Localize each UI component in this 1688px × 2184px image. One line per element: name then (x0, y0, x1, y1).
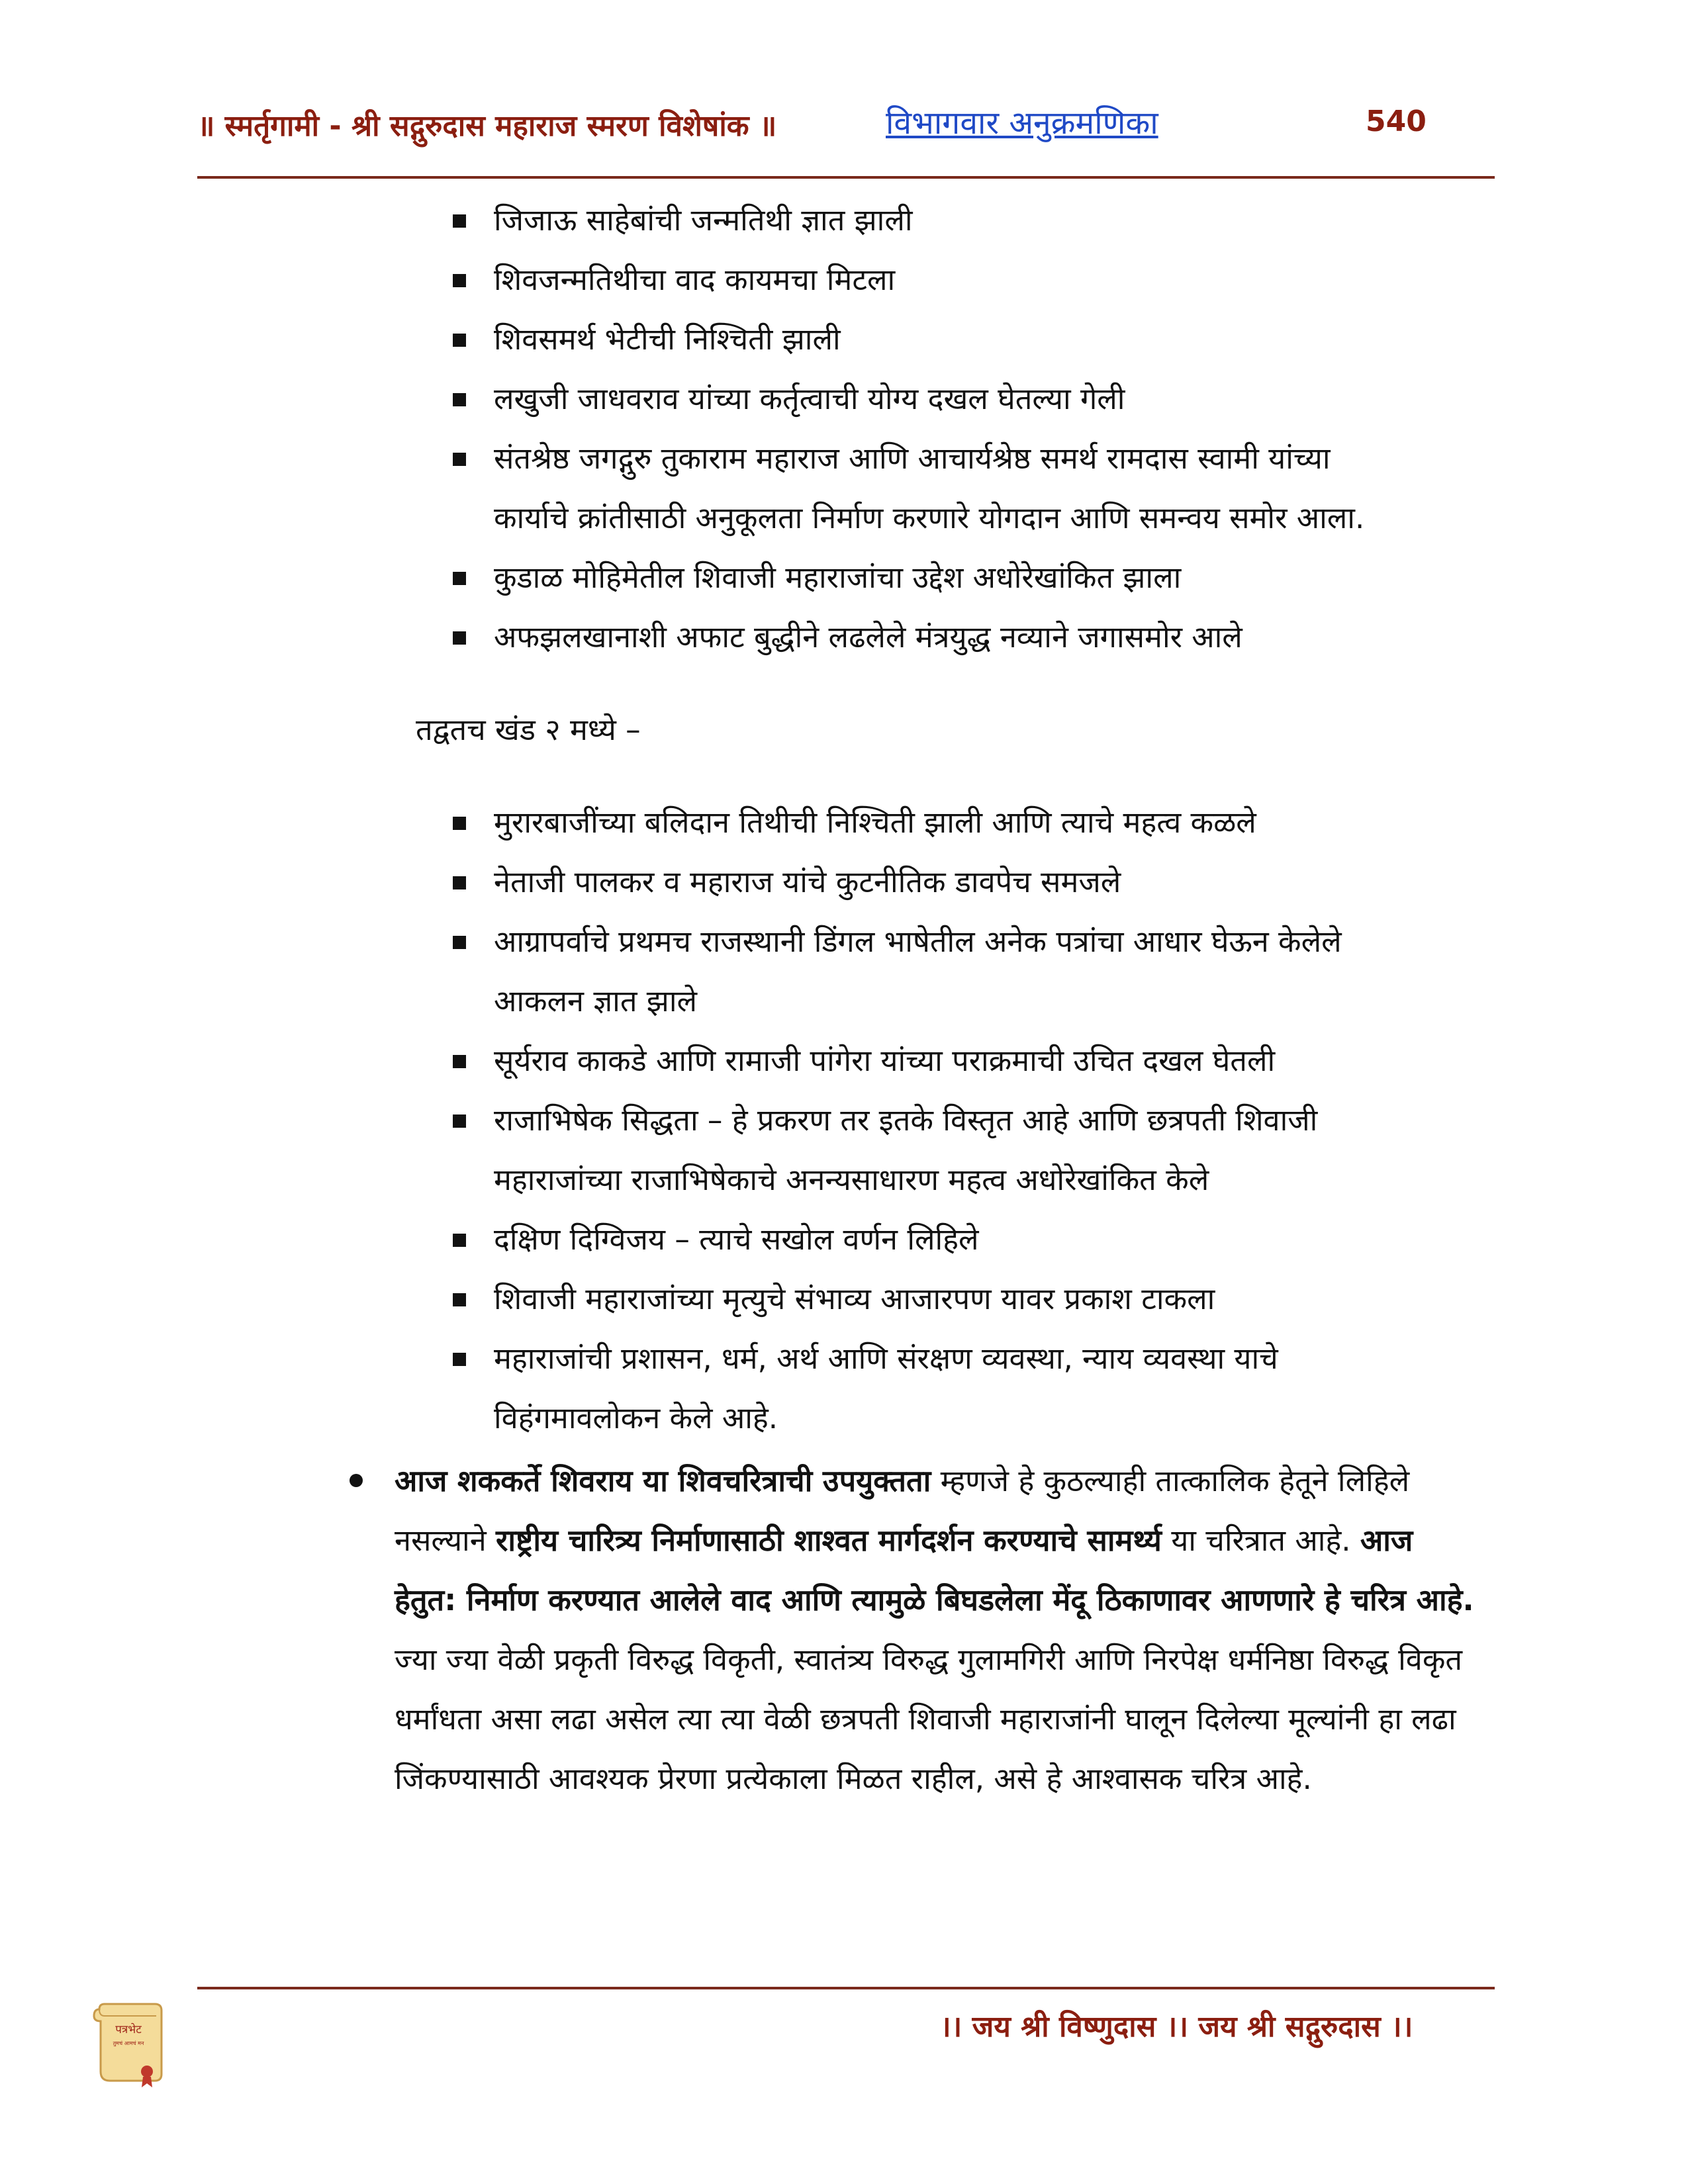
list-item-line: शिवजन्मतिथीचा वाद कायमचा मिटला (494, 262, 896, 297)
square-bullet (453, 572, 466, 585)
list-item (453, 1210, 1485, 1269)
list-item-line: विहंगमावलोकन केले आहे. (494, 1400, 778, 1435)
list-item (453, 1329, 1485, 1448)
list-item (453, 191, 1485, 250)
square-bullet (453, 1293, 466, 1306)
list-item (453, 369, 1485, 429)
list-item (453, 852, 1485, 912)
list-item-line: मुरारबाजींच्या बलिदान तिथीची निश्चिती झाली आणि त्याचे महत्व कळले (494, 805, 1256, 840)
list-item (453, 1031, 1485, 1091)
patrabhet-scroll-logo (90, 1997, 164, 2090)
square-bullet (453, 876, 466, 889)
achievements-list-2 (453, 793, 1485, 1448)
list-item (453, 1091, 1485, 1210)
page-header (197, 99, 1455, 152)
list-item-line: कुडाळ मोहिमेतील शिवाजी महाराजांचा उद्देश अधोरेखांकित झाला (494, 560, 1182, 595)
list-item-line: आग्रापर्वाचे प्रथमच राजस्थानी डिंगल भाषेतील अनेक पत्रांचा आधार घेऊन केलेले (494, 924, 1342, 959)
list-item-line: शिवाजी महाराजांच्या मृत्युचे संभाव्य आजारपण यावर प्रकाश टाकला (494, 1281, 1215, 1316)
sub-heading: तद्वतच खंड २ मध्ये – (416, 712, 641, 747)
list-item (453, 310, 1485, 369)
footer-divider (197, 1987, 1495, 1989)
square-bullet (453, 1115, 466, 1128)
square-bullet (453, 453, 466, 466)
magazine-title: ॥ स्मर्तृगामी - श्री सद्गुरुदास महाराज स्मरण विशेषांक ॥ (197, 109, 777, 143)
square-bullet (453, 936, 466, 949)
scroll-icon (90, 1997, 164, 2090)
square-bullet (453, 393, 466, 406)
list-item-line: शिवसमर्थ भेटीची निश्चिती झाली (494, 322, 841, 357)
square-bullet (453, 214, 466, 228)
header-divider (197, 176, 1495, 179)
list-item-line: राजाभिषेक सिद्धता – हे प्रकरण तर इतके विस्तृत आहे आणि छत्रपती शिवाजी (494, 1103, 1318, 1138)
list-item (453, 912, 1485, 1031)
footer-text: ।। जय श्री विष्णुदास ।। जय श्री सद्गुरुदास ।। (940, 2010, 1413, 2044)
round-bullet (350, 1474, 363, 1487)
list-item (453, 429, 1485, 548)
section-index-link[interactable]: विभागवार अनुक्रमणिका (886, 105, 1158, 142)
para-bold-1: आज शककर्ते शिवराय या शिवचरित्राची उपयुक्तता (395, 1463, 931, 1498)
list-item-line: महाराजांची प्रशासन, धर्म, अर्थ आणि संरक्षण व्यवस्था, न्याय व्यवस्था याचे (494, 1341, 1278, 1376)
list-item-line: दक्षिण दिग्विजय – त्याचे सखोल वर्णन लिहिले (494, 1222, 979, 1257)
list-item-line: लखुजी जाधवराव यांच्या कर्तृत्वाची योग्य दखल घेतल्या गेली (494, 381, 1125, 416)
list-item (453, 548, 1485, 608)
square-bullet (453, 817, 466, 830)
list-item-line: जिजाऊ साहेबांची जन्मतिथी ज्ञात झाली (494, 203, 913, 238)
logo-text: पत्रभेट (115, 2023, 142, 2036)
page-number: 540 (1366, 105, 1427, 138)
para-text-3: ज्या ज्या वेळी प्रकृती विरुद्ध विकृती, स्वातंत्र्य विरुद्ध गुलामगिरी आणि निरपेक्ष धर्मनिष्ठा विरुद्ध विकृत धर्मांधता असा लढा असेल त्या त्या वेळी छत्रपती शिवाजी महाराजांनी घालून दिलेल्या मूल्यांनी हा लढा जिंकण्यासाठी आवश्यक प्रेरणा प्रत्येकाला मिळत राहील, असे हे आश्वासक चरित्र आहे. (395, 1642, 1463, 1796)
square-bullet (453, 631, 466, 645)
square-bullet (453, 1055, 466, 1068)
para-bold-3: आज हेतुत: निर्माण करण्यात आलेले वाद आणि त्यामुळे बिघडलेला मेंदू ठिकाणावर आणणारे हे चरित्र आहे. (395, 1523, 1474, 1617)
list-item-line: सूर्यराव काकडे आणि रामाजी पांगेरा यांच्या पराक्रमाची उचित दखल घेतली (494, 1043, 1276, 1078)
square-bullet (453, 274, 466, 287)
para-text-2: या चरित्रात आहे. (1161, 1523, 1360, 1558)
list-item-line: कार्याचे क्रांतीसाठी अनुकूलता निर्माण करणारे योगदान आणि समन्वय समोर आला. (494, 500, 1365, 535)
list-item-line: महाराजांच्या राजाभिषेकाचे अनन्यसाधारण महत्व अधोरेखांकित केले (494, 1162, 1209, 1197)
list-item-line: नेताजी पालकर व महाराज यांचे कुटनीतिक डावपेच समजले (494, 864, 1121, 899)
list-item-line: आकलन ज्ञात झाले (494, 983, 697, 1019)
achievements-list-1 (453, 191, 1485, 667)
logo-subtext: तुमचं आमचं मन (113, 2040, 144, 2046)
list-item (453, 250, 1485, 310)
para-bold-2: राष्ट्रीय चारित्र्य निर्माणासाठी शाश्वत मार्गदर्शन करण्याचे सामर्थ्य (496, 1523, 1162, 1558)
list-item (453, 793, 1485, 852)
list-item-line: अफझलखानाशी अफाट बुद्धीने लढलेले मंत्रयुद्ध नव्याने जगासमोर आले (494, 619, 1243, 655)
list-item (453, 608, 1485, 667)
square-bullet (453, 1353, 466, 1366)
square-bullet (453, 334, 466, 347)
list-item (453, 1269, 1485, 1329)
conclusion-paragraph (395, 1451, 1480, 1809)
para-text-1: म्हणजे हे कुठल्याही तात्कालिक हेतूने लिहिले नसल्याने (395, 1463, 1410, 1558)
list-item-line: संतश्रेष्ठ जगद्गुरु तुकाराम महाराज आणि आचार्यश्रेष्ठ समर्थ रामदास स्वामी यांच्या (494, 441, 1331, 476)
square-bullet (453, 1234, 466, 1247)
